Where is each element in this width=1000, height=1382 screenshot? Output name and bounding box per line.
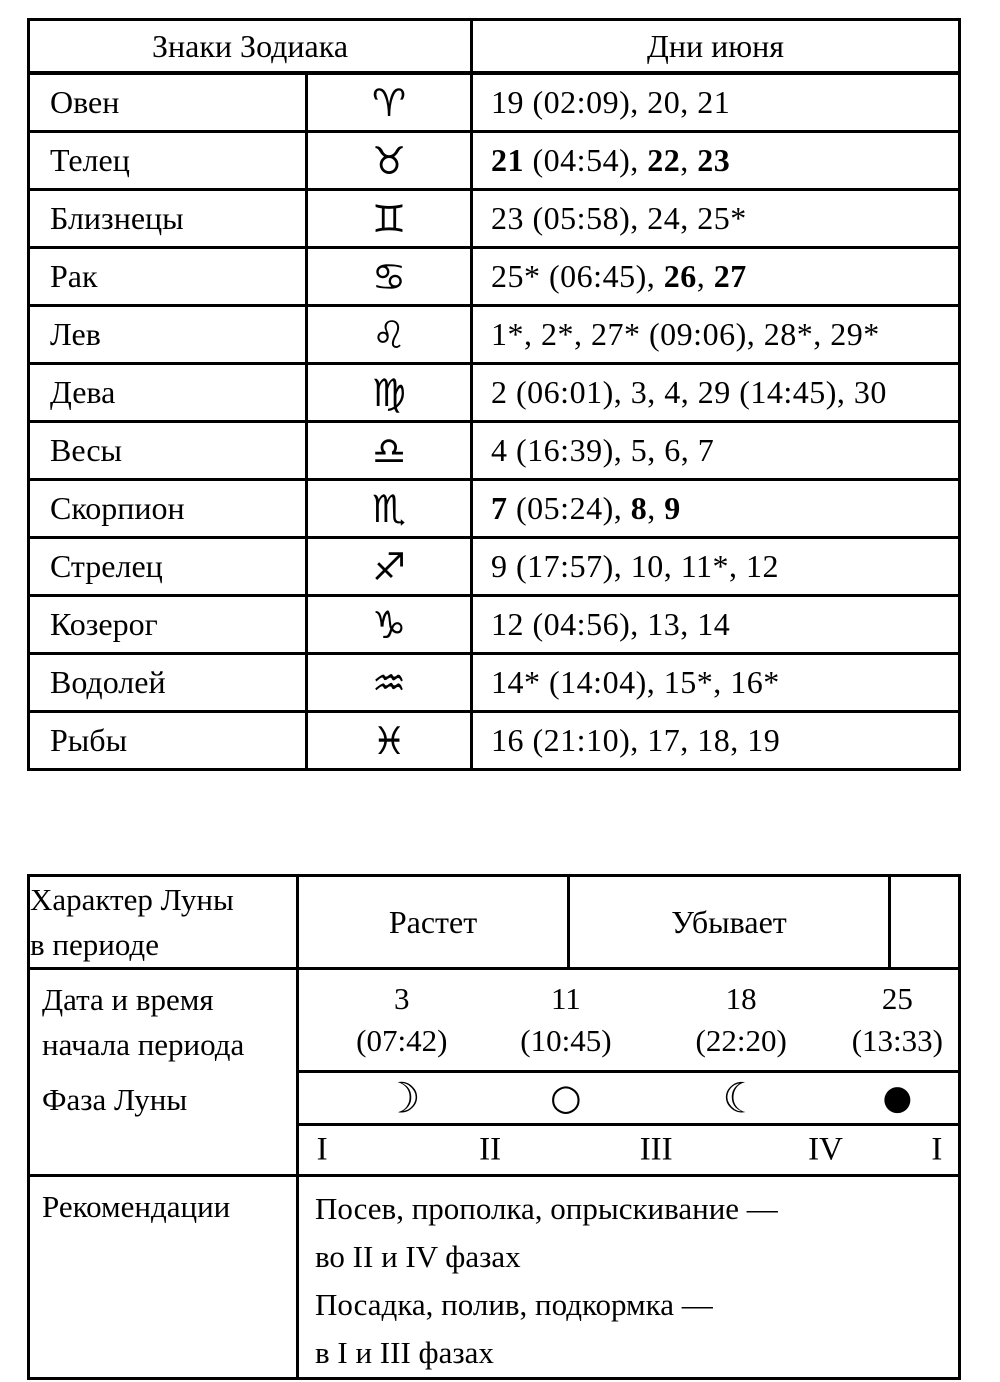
zodiac-days: 14* (14:04), 15*, 16*: [472, 654, 960, 712]
zodiac-days: 7 (05:24), 8, 9: [472, 480, 960, 538]
zodiac-days: 12 (04:56), 13, 14: [472, 596, 960, 654]
phase-numeral: II: [479, 1131, 502, 1168]
table-row: [29, 422, 960, 480]
zodiac-days: 23 (05:58), 24, 25*: [472, 190, 960, 248]
leo-icon: ♌: [307, 306, 472, 364]
zodiac-days: 9 (17:57), 10, 11*, 12: [472, 538, 960, 596]
zodiac-name: Рак: [29, 248, 307, 306]
recommendations-row: [29, 1176, 960, 1379]
virgo-icon: ♍: [307, 364, 472, 422]
zodiac-table: [27, 18, 961, 771]
moon-table: [27, 874, 961, 1380]
table-row: [29, 364, 960, 422]
phase-icons-strip: [298, 1072, 960, 1125]
zodiac-name: Рыбы: [29, 712, 307, 770]
zodiac-name: Овен: [29, 73, 307, 132]
zodiac-name: Водолей: [29, 654, 307, 712]
recommendations-text: Посев, прополка, опрыскивание — во II и IV фазах Посадка, полив, подкормка — в I и III фазах: [298, 1176, 960, 1379]
period-start-datetime: 11 (10:45): [520, 981, 612, 1058]
table-row: [29, 248, 960, 306]
table-row: [29, 596, 960, 654]
full-moon-icon: ○: [550, 1077, 582, 1119]
zodiac-name: Близнецы: [29, 190, 307, 248]
aquarius-icon: ♒: [307, 654, 472, 712]
zodiac-days: 2 (06:01), 3, 4, 29 (14:45), 30: [472, 364, 960, 422]
table-row: [29, 73, 960, 132]
first-quarter-moon-icon: ☽: [382, 1073, 421, 1123]
table-row: [29, 654, 960, 712]
phase-numeral: IV: [808, 1131, 843, 1168]
moon-waning-cell: Убывает: [569, 876, 890, 969]
zodiac-name: Весы: [29, 422, 307, 480]
sagittarius-icon: ♐: [307, 538, 472, 596]
pisces-icon: ♓: [307, 712, 472, 770]
table-row: [29, 712, 960, 770]
zodiac-days: 4 (16:39), 5, 6, 7: [472, 422, 960, 480]
aries-icon: ♈: [307, 73, 472, 132]
capricorn-icon: ♑: [307, 596, 472, 654]
zodiac-name: Скорпион: [29, 480, 307, 538]
moon-left-labels-cell: [29, 969, 298, 1176]
zodiac-name: Лев: [29, 306, 307, 364]
zodiac-name: Дева: [29, 364, 307, 422]
zodiac-header-row: [29, 20, 960, 74]
moon-character-label: Характер Луны в периоде: [29, 876, 298, 969]
table-row: [29, 190, 960, 248]
zodiac-days: 21 (04:54), 22, 23: [472, 132, 960, 190]
zodiac-days: 25* (06:45), 26, 27: [472, 248, 960, 306]
phase-numerals-strip: [298, 1125, 960, 1176]
taurus-icon: ♉: [307, 132, 472, 190]
moon-character-row: [29, 876, 960, 969]
zodiac-days: 1*, 2*, 27* (09:06), 28*, 29*: [472, 306, 960, 364]
datetime-label: Дата и время начала периода: [42, 981, 245, 1062]
recommendations-label: Рекомендации: [29, 1176, 298, 1379]
zodiac-name: Телец: [29, 132, 307, 190]
scorpio-icon: ♏: [307, 480, 472, 538]
phase-label: Фаза Луны: [42, 1081, 188, 1117]
zodiac-name: Стрелец: [29, 538, 307, 596]
zodiac-signs-header: Знаки Зодиака: [29, 20, 472, 74]
phase-numeral: I: [931, 1131, 943, 1168]
cancer-icon: ♋: [307, 248, 472, 306]
period-start-datetime: 18 (22:20): [695, 981, 787, 1058]
period-dates-strip: [298, 969, 960, 1072]
phase-numeral: I: [316, 1131, 328, 1168]
table-row: [29, 538, 960, 596]
moon-growing-cell: Растет: [298, 876, 569, 969]
gemini-icon: ♊: [307, 190, 472, 248]
table-row: [29, 132, 960, 190]
moon-empty-cell: [890, 876, 960, 969]
table-row: [29, 306, 960, 364]
zodiac-name: Козерог: [29, 596, 307, 654]
last-quarter-moon-icon: ☾: [722, 1073, 761, 1123]
table-row: [29, 480, 960, 538]
phase-numeral: III: [639, 1131, 673, 1168]
june-days-header: Дни июня: [472, 20, 960, 74]
new-moon-icon: ●: [882, 1078, 913, 1118]
moon-dates-row: [29, 969, 960, 1072]
period-start-datetime: 3 (07:42): [356, 981, 448, 1058]
period-start-datetime: 25 (13:33): [851, 981, 943, 1058]
zodiac-days: 16 (21:10), 17, 18, 19: [472, 712, 960, 770]
zodiac-days: 19 (02:09), 20, 21: [472, 73, 960, 132]
libra-icon: ♎: [307, 422, 472, 480]
